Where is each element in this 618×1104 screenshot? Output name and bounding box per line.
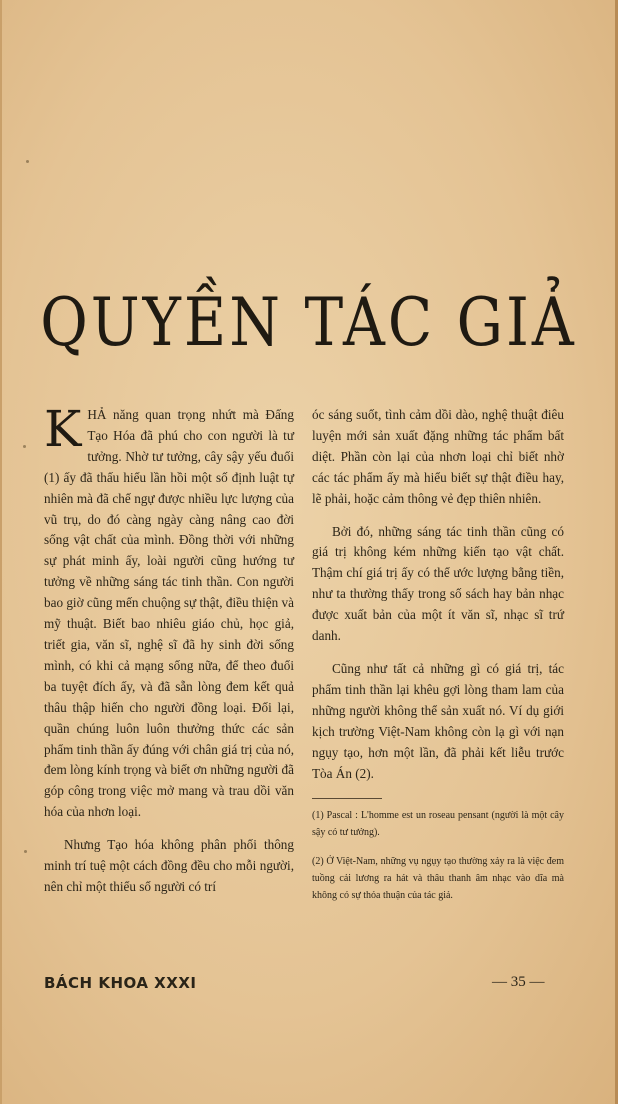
drop-cap: K	[44, 400, 82, 458]
paragraph	[44, 400, 294, 823]
footnote: (2) Ở Việt-Nam, những vụ ngụy tạo thường xảy ra là việc đem tuồng cải lương ra hát và thâu thanh âm nhạc vào dĩa mà không có sự thỏa thuận của tác giả.	[312, 856, 564, 902]
paragraph: Cũng như tất cả những gì có giá trị, tác phẩm tinh thần lại khêu gợi lòng tham lam của những người không thể sản xuất nó. Ví dụ giới kịch trường Việt-Nam không còn lạ gì với nạn ngụy tạo, hơn một lần, đã phải kết liễu trước Tòa Án (2).	[312, 660, 564, 781]
paper-speck	[23, 445, 26, 448]
paragraph: Nhưng Tạo hóa không phân phối thông minh trí tuệ một cách đồng đều cho mỗi người, nên chỉ một thiểu số người có trí	[44, 837, 294, 894]
right-column	[312, 405, 564, 916]
paragraph: Bởi đó, những sáng tác tinh thần cũng có giá trị không kém những kiến tạo vật chất. Thậm chí giá trị ấy có thể ước lượng bằng tiền, như ta thường thấy trong số sách hay bản nhạc được xuất bản của một ít văn sĩ, nhạc sĩ trứ danh.	[312, 523, 564, 644]
paper-speck	[26, 160, 29, 163]
left-column	[44, 400, 294, 910]
footnote-divider	[312, 798, 382, 799]
paragraph: óc sáng suốt, tình cảm dồi dào, nghệ thuật điêu luyện mới sản xuất đặng những tác phẩm bất diệt. Phần còn lại của nhơn loại chỉ biết nhờ các tác phẩm ấy mà hiểu biết sự thật điều hay, lẽ phải, hoặc cảm thông vẻ đẹp thiên nhiên.	[312, 407, 564, 506]
page-number: — 35 —	[492, 974, 545, 990]
paper-speck	[24, 850, 27, 853]
publication-name: BÁCH KHOA XXXI	[44, 974, 197, 992]
article-title: QUYỀN TÁC GIẢ	[40, 282, 577, 362]
paragraph-text: HẢ năng quan trọng nhứt mà Đấng Tạo Hóa đã phú cho con người là tư tưởng. Nhờ tư tưởng, cây sậy yếu đuối (1) ấy đã thấu hiểu lần hồi một số định luật tự nhiên mà đã chế ngự được nhiều lực lượng của vũ trụ, do đó càng ngày càng nâng cao đời sống vật chất của mình. Đồng thời với những sự phát minh ấy, loài người cũng hướng tư tưởng về những sáng tác tinh thần. Con người bao giờ cũng mến chuộng sự thật, điều thiện và mỹ thuật. Biết bao nhiêu giáo chủ, học giả, triết gia, văn sĩ, nghệ sĩ đã hy sinh đời sống mình, có khi cả mạng sống nữa, để theo đuổi ba tuyệt đích ấy, và đã sẵn lòng đem kết quả thâu thập hiến cho người đồng loại. Đối lại, quần chúng luôn luôn thưởng thức các sản phẩm tinh thần ấy đúng với chân giá trị của nó, đem lòng kính trọng và biết ơn những người đã góp công trong việc mở mang và trau dồi văn hóa của nhơn loại.	[44, 407, 294, 820]
footnote: (1) Pascal : L'homme est un roseau pensant (người là một cây sậy có tư tưởng).	[312, 810, 564, 839]
